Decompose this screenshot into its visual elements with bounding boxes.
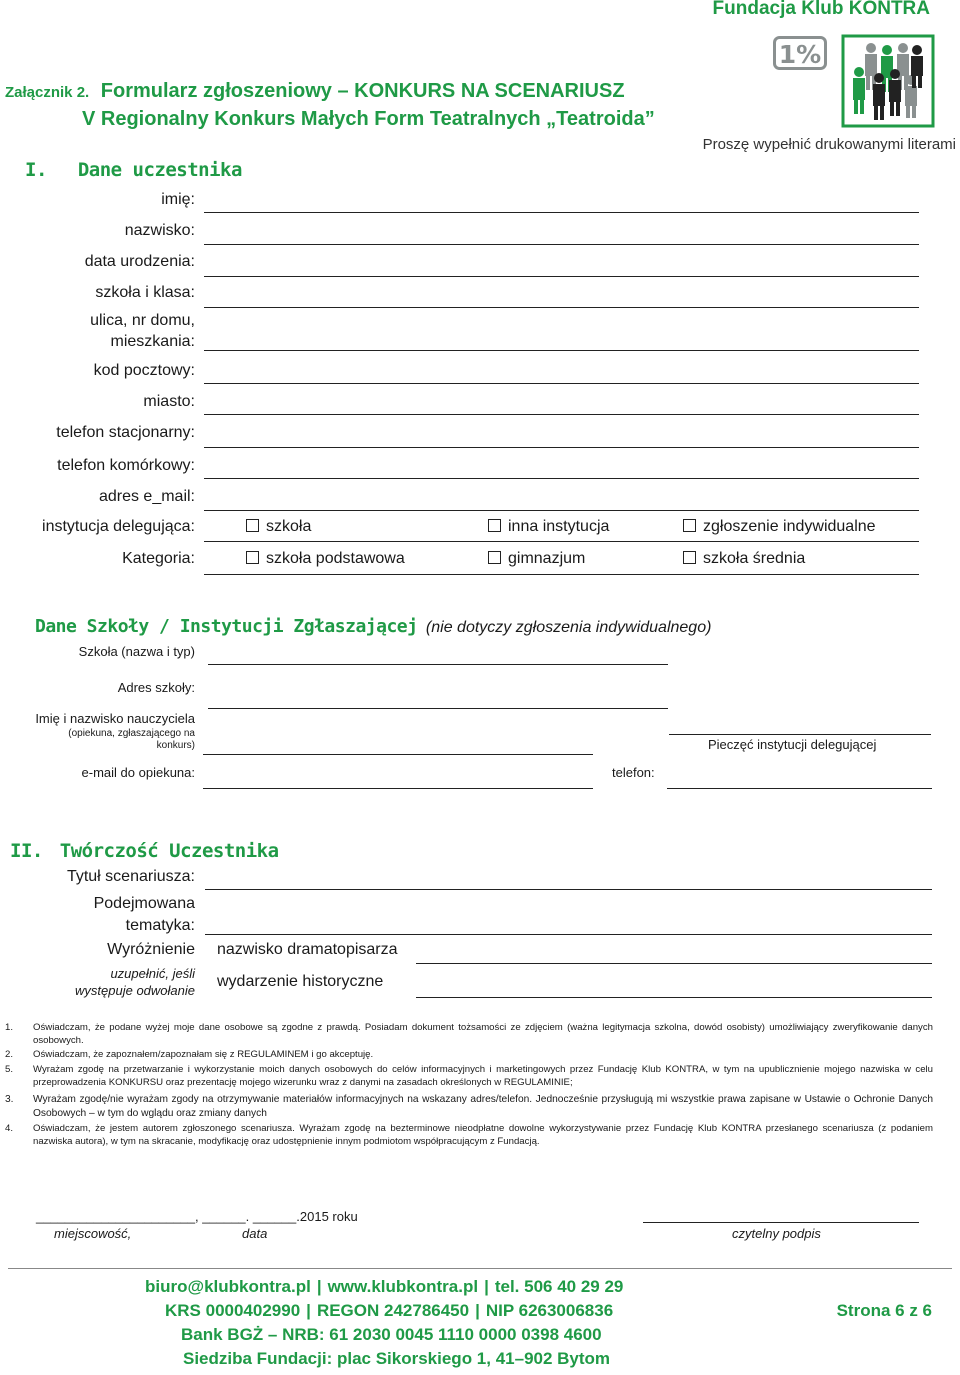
event-field[interactable]	[416, 997, 932, 998]
field-label: telefon komórkowy:	[57, 457, 195, 474]
institution-label: instytucja delegująca:	[42, 518, 195, 535]
category-line	[204, 574, 919, 575]
field-label: nazwisko:	[124, 222, 195, 239]
field-input-line[interactable]	[204, 414, 919, 415]
teacher-label: Imię i nazwisko nauczyciela	[35, 711, 195, 726]
field-input-line[interactable]	[204, 276, 919, 277]
field-label: kod pocztowy:	[93, 362, 195, 379]
teacher-phone-label: telefon:	[612, 765, 655, 780]
school-section-heading	[35, 616, 711, 637]
date-caption: data	[242, 1226, 268, 1241]
school-name-label: Szkoła (nazwa i typ)	[78, 644, 195, 659]
declarations	[5, 1021, 933, 1151]
checkbox-icon[interactable]	[683, 551, 696, 564]
field-label: data urodzenia:	[84, 253, 195, 270]
section-2-heading	[10, 840, 279, 862]
field-input-line[interactable]	[204, 212, 919, 213]
field-input-line[interactable]	[204, 383, 919, 384]
organization-name: Fundacja Klub KONTRA	[712, 0, 930, 19]
signature-caption: czytelny podpis	[732, 1226, 821, 1241]
category-option-high[interactable]: szkoła średnia	[683, 550, 805, 568]
percent-logo	[773, 36, 827, 70]
stamp-line	[669, 734, 931, 735]
teacher-sublabel: (opiekuna, zgłaszającego na konkurs)	[68, 728, 195, 751]
checkbox-icon[interactable]	[246, 519, 259, 532]
playwright-field[interactable]	[416, 963, 932, 964]
form-subtitle: V Regionalny Konkurs Małych Form Teatralnych „Teatroida”	[82, 108, 655, 130]
event-label: wydarzenie historyczne	[217, 973, 384, 990]
field-label: adres e_mail:	[98, 488, 195, 505]
footer-regon: REGON 242786450	[316, 1301, 470, 1320]
category-option-primary[interactable]: szkoła podstawowa	[246, 550, 405, 568]
institution-line	[204, 541, 919, 542]
checkbox-icon[interactable]	[683, 519, 696, 532]
footer-phone: tel. 506 40 29 29	[494, 1277, 624, 1296]
field-label: miasto:	[143, 393, 195, 410]
topic-field[interactable]	[205, 934, 932, 935]
institution-option-school[interactable]: szkoła	[246, 518, 311, 536]
foundation-logo	[841, 34, 935, 128]
script-title-label: Tytuł scenariusza:	[66, 868, 195, 885]
teacher-email-label: e-mail do opiekuna:	[81, 765, 195, 780]
school-section-title: Dane Szkoły / Instytucji Zgłaszającej	[35, 616, 418, 637]
footer-website[interactable]: www.klubkontra.pl	[327, 1277, 479, 1296]
footer-nip: NIP 6263006836	[485, 1301, 614, 1320]
declaration-item: 4. Oświadczam, że jestem autorem zgłoszonego scenariusza. Wyrażam zgodę na bezterminowe nieodpłatne dowolne wykorzystywanie przez Fundację Klub KONTRA przesłanego scenariusza (z podaniem nazwiska autora), w tym na skracanie, modyfikację oraz udostępnienie innym podmiotom współpracującym z Fundacją.	[5, 1123, 933, 1147]
teacher-email-field[interactable]	[203, 788, 593, 789]
field-input-line[interactable]	[204, 478, 919, 479]
field-input-line[interactable]	[204, 510, 919, 511]
declaration-item: 5. Wyrażam zgodę na przetwarzanie i wykorzystanie moich danych osobowych do celów informacyjnych i marketingowych przez Fundację Klub KONTRA, w tym na upublicznienie mojego nazwiska w celu przeprowadzenia KONKURSU oraz prezentację mojego wizerunku wraz z danymi na zasadach określonych w REGULAMINIE;	[5, 1064, 933, 1088]
playwright-label: nazwisko dramatopisarza	[217, 941, 398, 958]
checkbox-icon[interactable]	[488, 519, 501, 532]
footer-email[interactable]: biuro@klubkontra.pl	[145, 1277, 311, 1296]
footer-krs: KRS 0000402990	[165, 1301, 301, 1320]
distinction-label: Wyróżnienie	[107, 941, 195, 958]
place-date-line[interactable]: ______________________, ______. ______.2015 roku	[36, 1209, 358, 1224]
footer-divider	[8, 1268, 952, 1269]
school-address-field[interactable]	[208, 708, 668, 709]
fill-instruction: Proszę wypełnić drukowanymi literami	[702, 136, 956, 153]
school-section-note: (nie dotyczy zgłoszenia indywidualnego)	[425, 619, 712, 636]
school-name-field[interactable]	[208, 664, 668, 665]
page-number: Strona 6 z 6	[836, 1301, 932, 1320]
field-input-line[interactable]	[204, 244, 919, 245]
section-2-title: Twórczość Uczestnika	[59, 840, 279, 862]
footer-bank: Bank BGŻ – NRB: 61 2030 0045 1110 0000 0398 4600	[181, 1325, 602, 1344]
declaration-item: 2. Oświadczam, że zapoznałem/zapoznałam się z REGULAMINEM i go akceptuję.	[5, 1049, 374, 1060]
form-title	[5, 80, 625, 103]
footer-registry: KRS 0000402990 | REGON 242786450 | NIP 6263006836	[165, 1301, 614, 1320]
field-input-line[interactable]	[204, 307, 919, 308]
institution-option-other[interactable]: inna instytucja	[488, 518, 609, 536]
stamp-label: Pieczęć instytucji delegującej	[708, 737, 877, 752]
category-option-middle[interactable]: gimnazjum	[488, 550, 585, 568]
teacher-phone-field[interactable]	[667, 788, 932, 789]
field-label: ulica, nr domu, mieszkania:	[90, 312, 195, 350]
distinction-note: uzupełnić, jeśli występuje odwołanie	[75, 966, 195, 998]
section-2-number: II.	[10, 840, 43, 862]
field-input-line[interactable]	[204, 447, 919, 448]
field-label: szkoła i klasa:	[95, 284, 195, 301]
school-address-label: Adres szkoły:	[117, 680, 195, 695]
category-label: Kategoria:	[122, 550, 195, 567]
declaration-item: 1. Oświadczam, że podane wyżej moje dane osobowe są zgodne z prawdą. Posiadam dokument tożsamości ze zdjęciem (ważna legitymacja szkolna, dowód osobisty) umożliwiający zweryfikowanie danych osobowych.	[5, 1022, 933, 1046]
topic-label: Podejmowana tematyka:	[93, 895, 195, 934]
field-input-line[interactable]	[204, 350, 919, 351]
checkbox-icon[interactable]	[488, 551, 501, 564]
checkbox-icon[interactable]	[246, 551, 259, 564]
title-lead: Załącznik 2.	[5, 84, 90, 101]
section-1-heading	[25, 159, 242, 181]
section-1-title: Dane uczestnika	[77, 159, 242, 181]
field-label: imię:	[161, 191, 195, 208]
field-label: telefon stacjonarny:	[56, 424, 195, 441]
signature-line[interactable]	[643, 1222, 919, 1223]
footer-address: Siedziba Fundacji: plac Sikorskiego 1, 41–902 Bytom	[183, 1349, 611, 1368]
footer-contact: biuro@klubkontra.pl | www.klubkontra.pl | tel. 506 40 29 29	[145, 1277, 624, 1296]
section-1-number: I.	[25, 159, 47, 181]
title-main: Formularz zgłoszeniowy – KONKURS NA SCENARIUSZ	[100, 80, 625, 102]
svg-text:1%: 1%	[778, 40, 822, 69]
place-caption: miejscowość,	[54, 1226, 132, 1241]
script-title-field[interactable]	[205, 889, 932, 890]
teacher-field[interactable]	[203, 754, 593, 755]
institution-option-individual[interactable]: zgłoszenie indywidualne	[683, 518, 876, 536]
declaration-item: 3. Wyrażam zgodę/nie wyrażam zgody na otrzymywanie materiałów informacyjnych na wskazany adres/telefon. Jednocześnie przysługują mi wszystkie prawa zapisane w Ustawie o Ochronie Danych Osobowych – w tym do wglądu oraz zmiany danych	[5, 1094, 933, 1119]
